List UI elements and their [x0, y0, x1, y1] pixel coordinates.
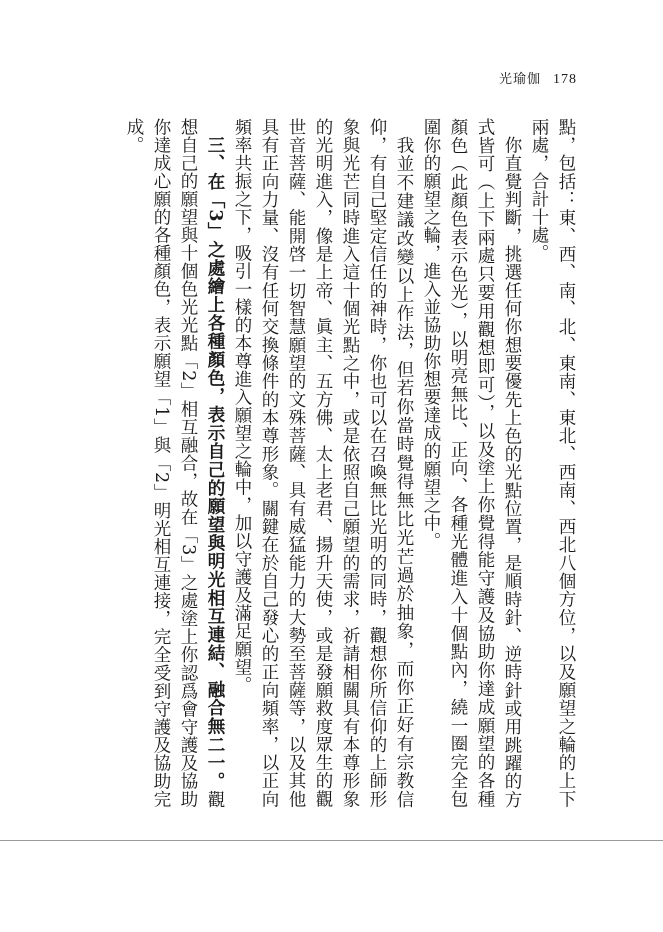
paragraph-religious-visualization: 我並不建議改變以上作法，但若你當時覺得無比光芒過於抽象，而你正好有宗教信仰，有自己堅定信任的神時，你也可以在召喚無比光明的同時，觀想你所信仰的上師形象與光芒同時進入這十個光點之中，或是依照自己願望的需求，祈請相關具有本尊形象的光明進入，像是上帝、眞主、五方佛、太上老君、揚升天使，或是發願救度眾生的觀世音菩薩、能開啓一切智慧願望的文殊菩薩、具有威猛能力的大勢至菩薩等，以及其他具有正向力量、沒有任何交換條件的本尊形象。關鍵在於自己發心的正向頻率，以正向頻率共振之下，吸引一樣的本尊進入願望之輪中，加以守護及滿足願望。 — [232, 118, 414, 808]
step-three-text: 觀想自己的願望與十個色光光點「2」相互融合，故在「3」之處塗上你認爲會守護及協助你達成心願的各種顏色，表示願望「1」與「2」明光相互連接，完全受到守護及協助完成。 — [124, 118, 225, 808]
step-three-heading: 三、在「3」之處繪上各種顏色，表示自己的願望與明光相互連結、融合無二一。 — [205, 135, 225, 790]
running-head — [499, 68, 577, 88]
paragraph-continuation: 點，包括：東、西、南、北、東南、東北、西南、西北八個方位，以及願望之輪的上下兩處，合計十處。 — [529, 118, 576, 808]
footer-rule — [0, 840, 663, 841]
running-title: 光瑜伽 — [498, 72, 541, 87]
paragraph-choose-positions: 你直覺判斷，挑選任何你想要優先上色的光點位置，是順時針、逆時針或用跳躍的方式皆可（上下兩處只要用觀想即可），以及塗上你覺得能守護及協助你達成願望的各種顏色（此顏色表示色光），以明亮無比、正向、各種光體進入十個點內，繞一圈完全包圍你的願望之輪，進入並協助你想要達成的願望之中。 — [421, 118, 522, 808]
paragraph-step-three — [120, 118, 228, 808]
page-number: 178 — [553, 72, 577, 87]
vertical-text-body — [93, 118, 579, 808]
